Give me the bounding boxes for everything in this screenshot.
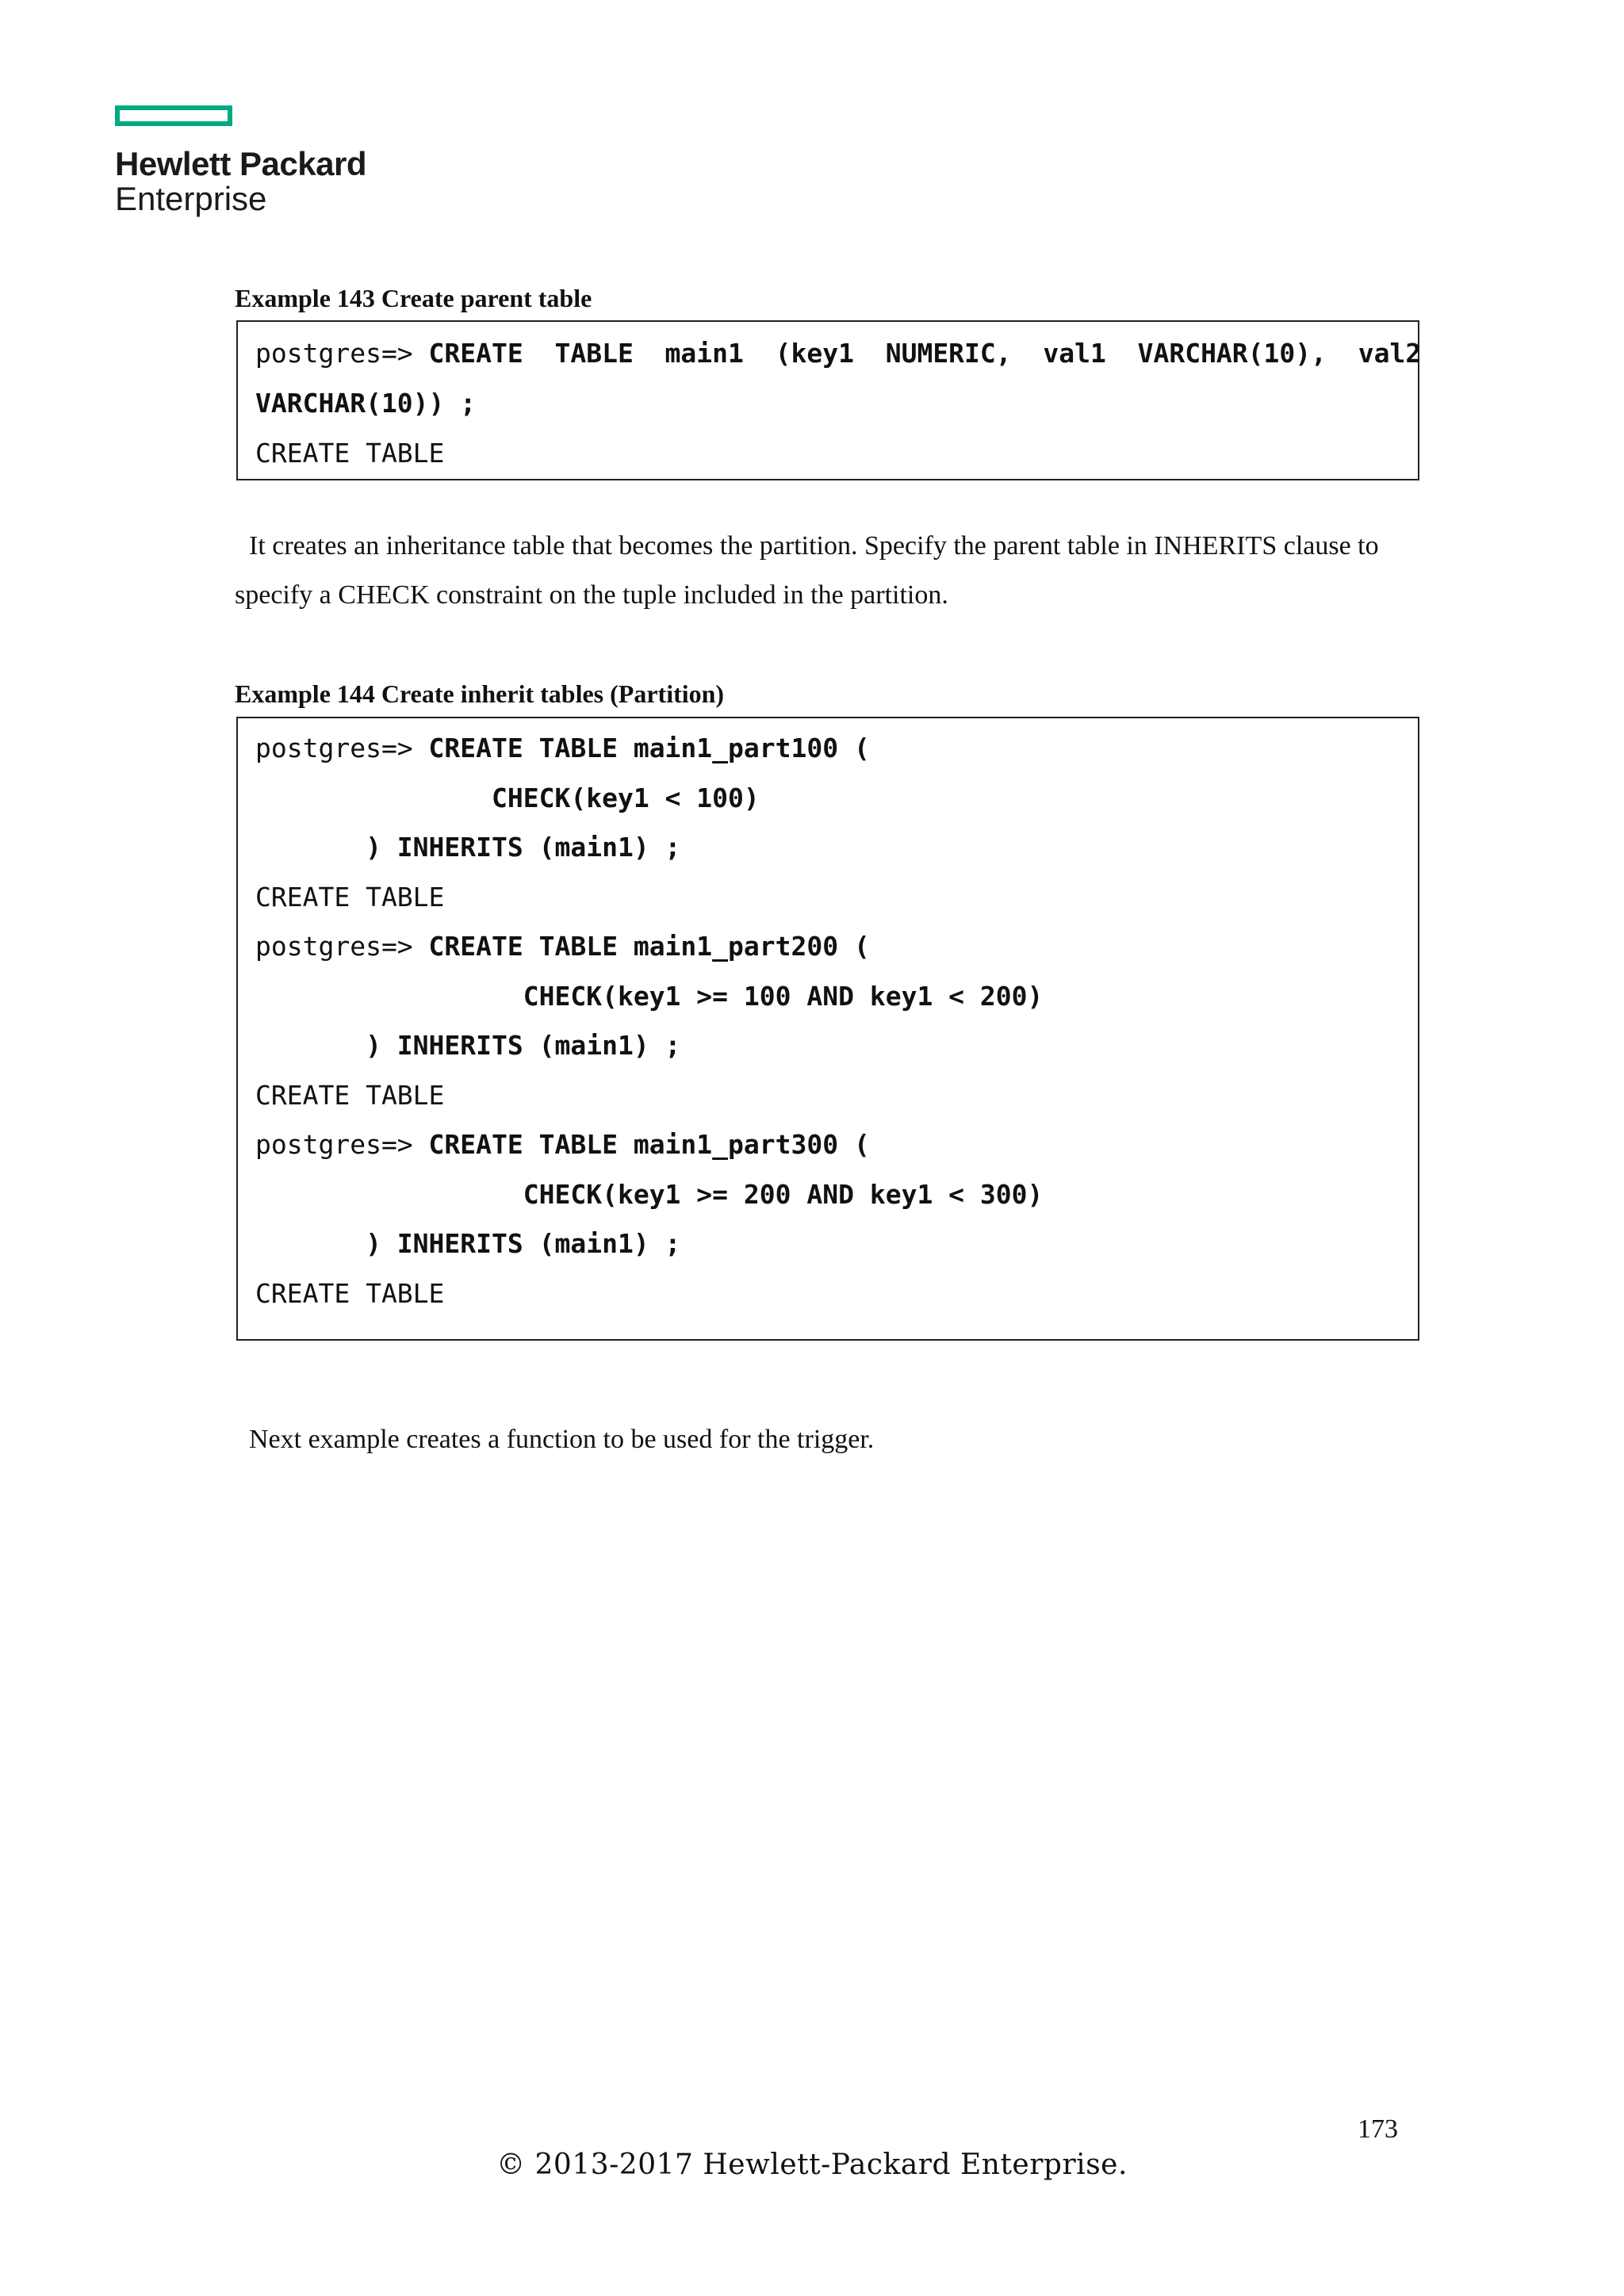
command: ) INHERITS (main1) ; [255, 1228, 681, 1259]
command: CREATE TABLE main1 (key1 NUMERIC, val1 VARCHAR(10), val2 [428, 338, 1422, 369]
code-line [255, 1179, 1043, 1211]
command: ) INHERITS (main1) ; [255, 832, 681, 863]
prompt: postgres=> [255, 338, 429, 369]
code-line [255, 832, 680, 863]
body-paragraph-1: It creates an inheritance table that becomes the partition. Specify the parent table in INHERITS clause to specify a CHECK constraint on the tuple included in the partition. [235, 531, 1379, 610]
logo-rectangle-icon [115, 105, 232, 126]
page-number: 173 [1358, 2114, 1398, 2144]
code-line [255, 783, 760, 814]
logo-text-line1: Hewlett Packard [115, 145, 366, 182]
code-line [255, 1228, 680, 1260]
hpe-logo [115, 105, 366, 216]
example-143-code-block [236, 320, 1422, 480]
command: CHECK(key1 >= 100 AND key1 < 200) [255, 981, 1044, 1012]
command: CREATE TABLE main1_part200 ( [428, 931, 870, 962]
code-line [255, 1129, 870, 1161]
command: CREATE TABLE main1_part100 ( [428, 733, 870, 763]
code-line [255, 981, 1043, 1012]
command: CHECK(key1 >= 200 AND key1 < 300) [255, 1179, 1044, 1210]
example-143-caption: Example 143 Create parent table [235, 284, 592, 312]
logo-text-line2: Enterprise [115, 180, 267, 217]
code-line [255, 733, 870, 764]
copyright-footer: © 2013-2017 Hewlett-Packard Enterprise. [496, 2149, 1128, 2181]
prompt: postgres=> [255, 1129, 429, 1160]
code-output: CREATE TABLE [255, 882, 445, 913]
command: VARCHAR(10)) ; [255, 388, 477, 419]
command: ) INHERITS (main1) ; [255, 1030, 681, 1061]
code-line [255, 338, 1421, 369]
prompt: postgres=> [255, 733, 429, 763]
code-line [255, 388, 476, 419]
prompt: postgres=> [255, 931, 429, 962]
code-output: CREATE TABLE [255, 438, 445, 469]
code-output: CREATE TABLE [255, 1278, 445, 1309]
code-output: CREATE TABLE [255, 1080, 445, 1111]
example-144-code-block [236, 717, 1419, 1341]
code-line [255, 1030, 680, 1062]
command: CHECK(key1 < 100) [255, 783, 760, 813]
code-line [255, 931, 870, 962]
body-paragraph-2: Next example creates a function to be used for the trigger. [249, 1425, 875, 1454]
example-144-caption: Example 144 Create inherit tables (Partition) [235, 679, 725, 708]
command: CREATE TABLE main1_part300 ( [428, 1129, 870, 1160]
